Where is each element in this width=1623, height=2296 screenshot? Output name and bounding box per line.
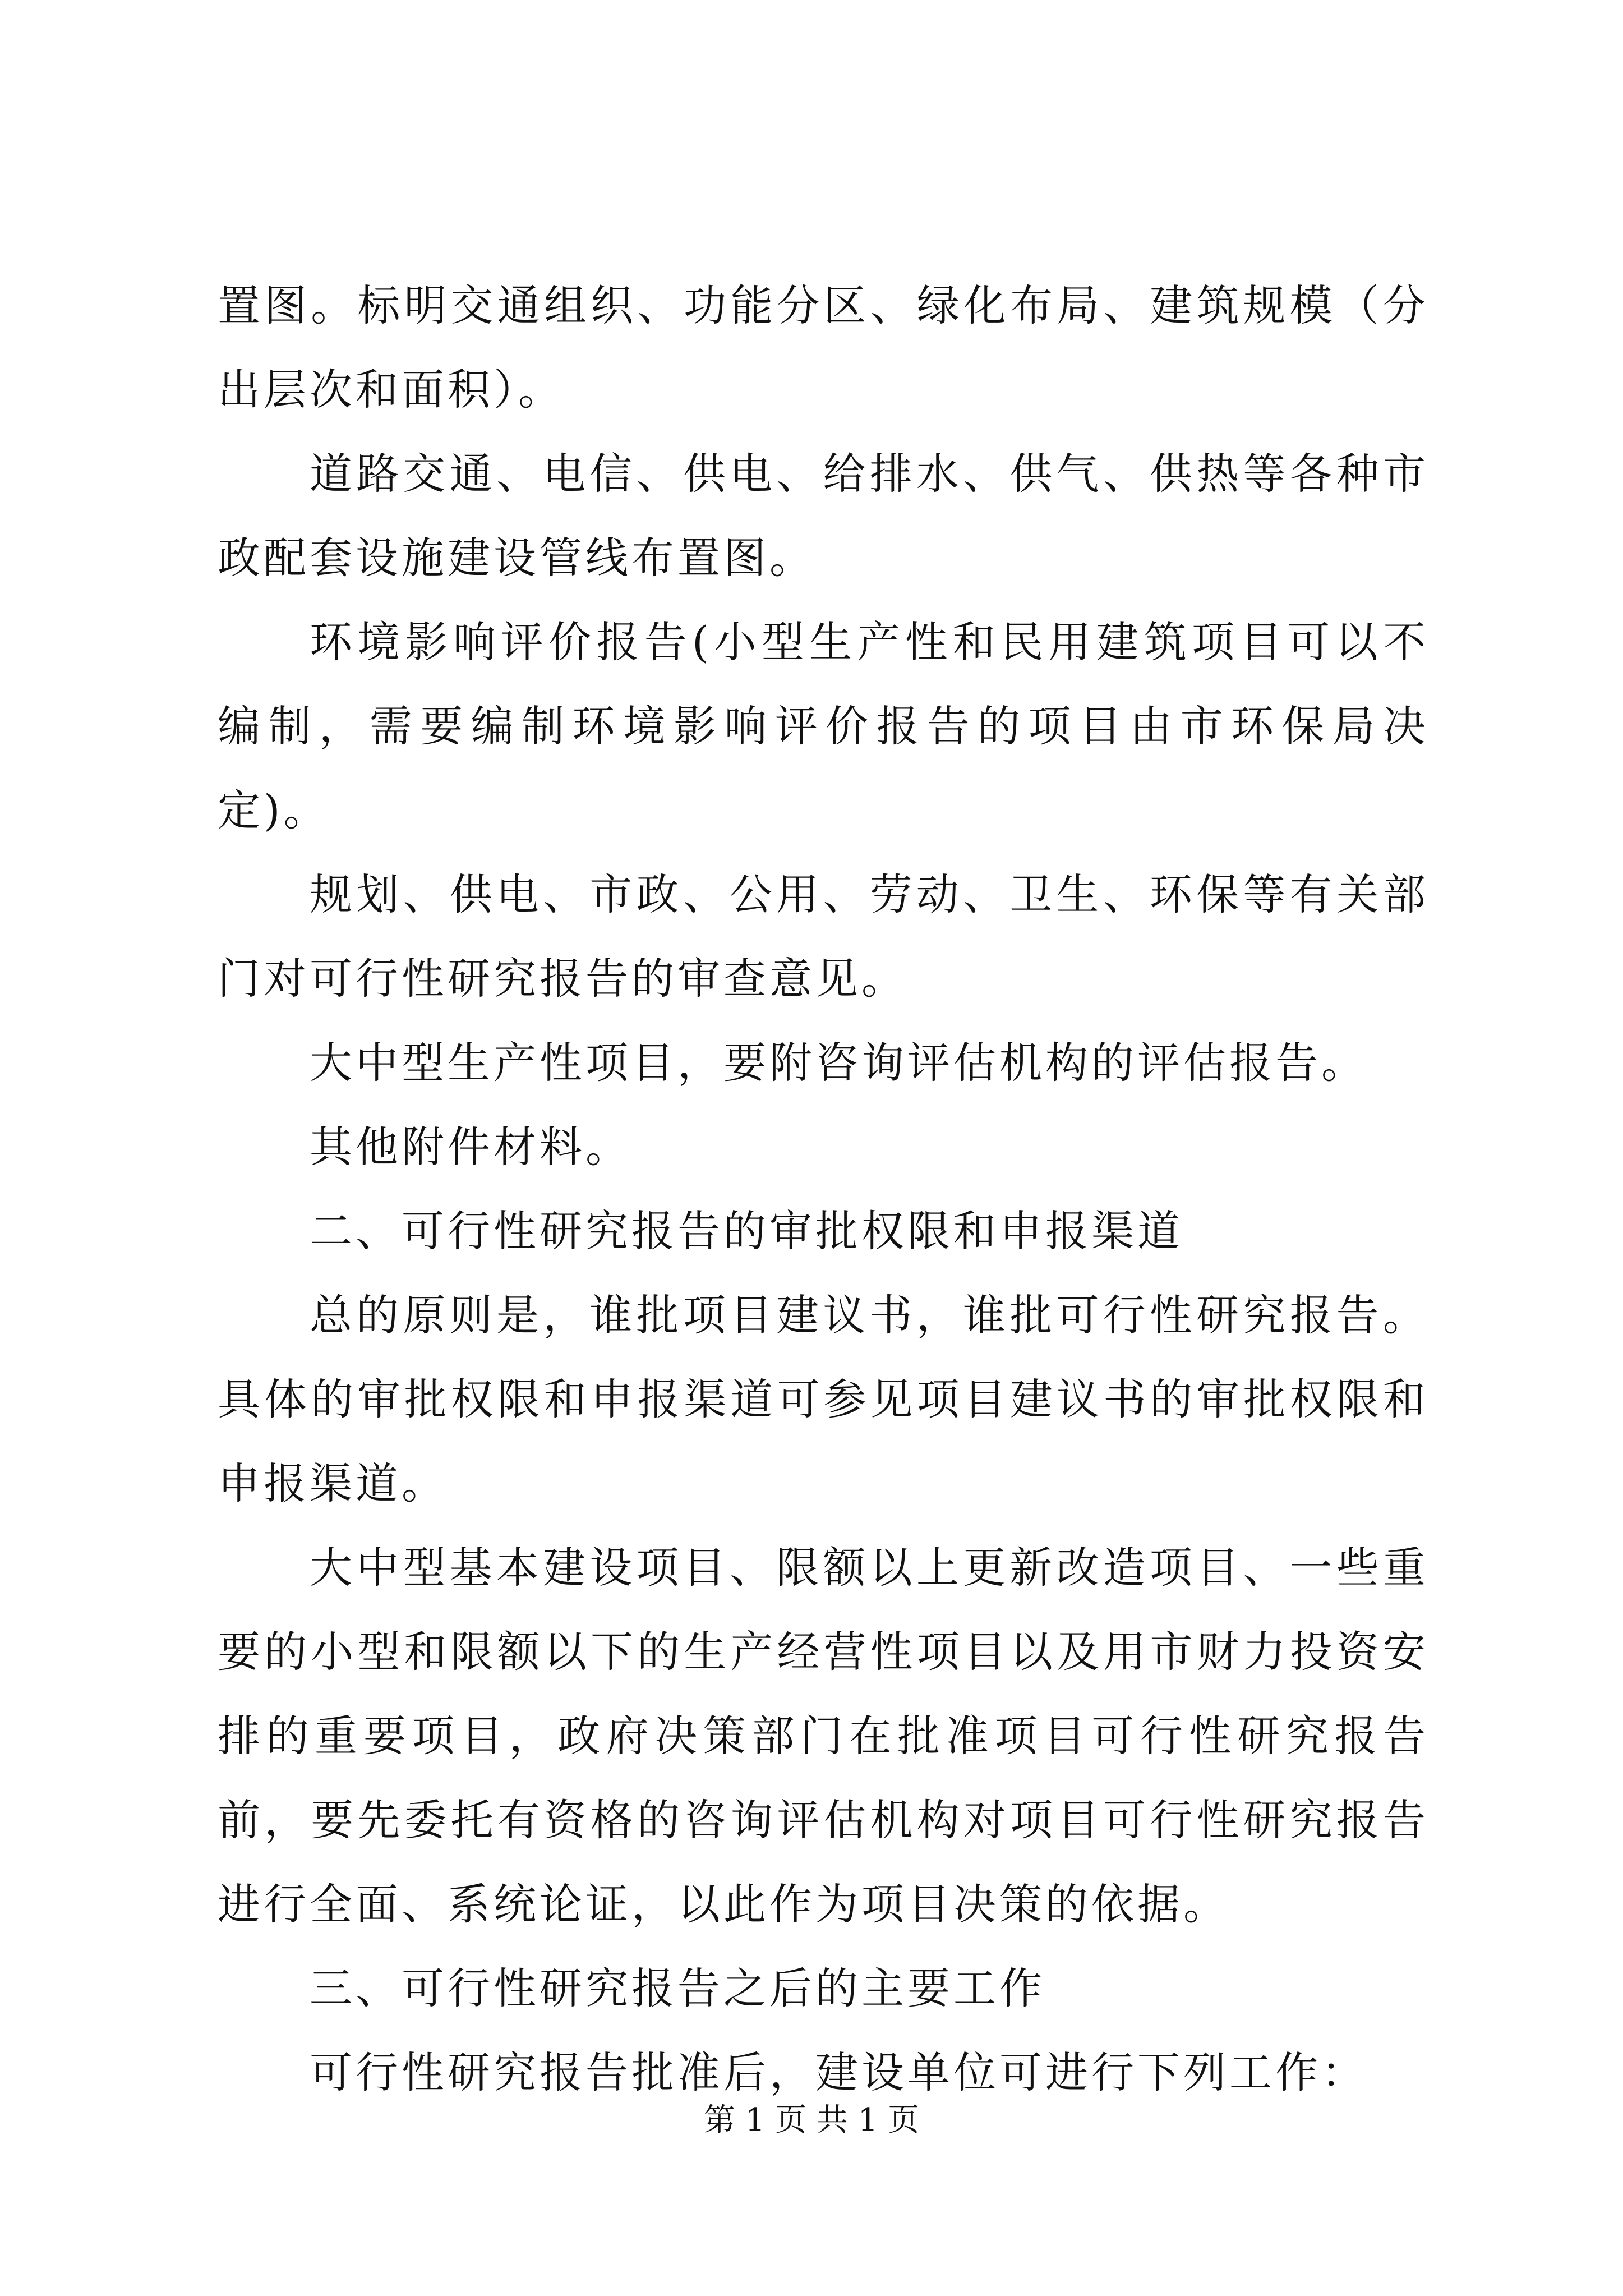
- paragraph-large-projects: 大中型基本建设项目、限额以上更新改造项目、一些重要的小型和限额以下的生产经营性项目以及用市财力投资安排的重要项目，政府决策部门在批准项目可行性研究报告前，要先委托有资格的咨询评估机构对项目可行性研究报告进行全面、系统论证，以此作为项目决策的依据。: [218, 1543, 1429, 1929]
- paragraph-municipal-pipelines: 道路交通、电信、供电、给排水、供气、供热等各种市政配套设施建设管线布置图。: [218, 449, 1429, 583]
- section-heading-approval-authority: 二、可行性研究报告的审批权限和申报渠道: [310, 1206, 1183, 1256]
- paragraph-other-attachments: 其他附件材料。: [310, 1122, 631, 1172]
- paragraph-evaluation-report: 大中型生产性项目，要附咨询评估机构的评估报告。: [310, 1038, 1367, 1088]
- paragraph-general-principle: 总的原则是，谁批项目建议书，谁批可行性研究报告。具体的审批权限和申报渠道可参见项目建议书的审批权限和申报渠道。: [218, 1290, 1429, 1508]
- section-heading-follow-up-work: 三、可行性研究报告之后的主要工作: [310, 1963, 1045, 2013]
- paragraph-environmental-report: 环境影响评价报告(小型生产性和民用建筑项目可以不编制，需要编制环境影响评价报告的项目由市环保局决定)。: [218, 617, 1429, 835]
- page-footer: 第 1 页 共 1 页: [703, 2102, 920, 2138]
- document-body: [218, 264, 1429, 2115]
- paragraph-department-opinions: 规划、供电、市政、公用、劳动、卫生、环保等有关部门对可行性研究报告的审查意见。: [218, 869, 1429, 1004]
- paragraph-after-approval: 可行性研究报告批准后，建设单位可进行下列工作：: [310, 2047, 1367, 2097]
- paragraph-layout-drawing-continued: 置图。标明交通组织、功能分区、绿化布局、建筑规模（分出层次和面积）。: [218, 280, 1429, 415]
